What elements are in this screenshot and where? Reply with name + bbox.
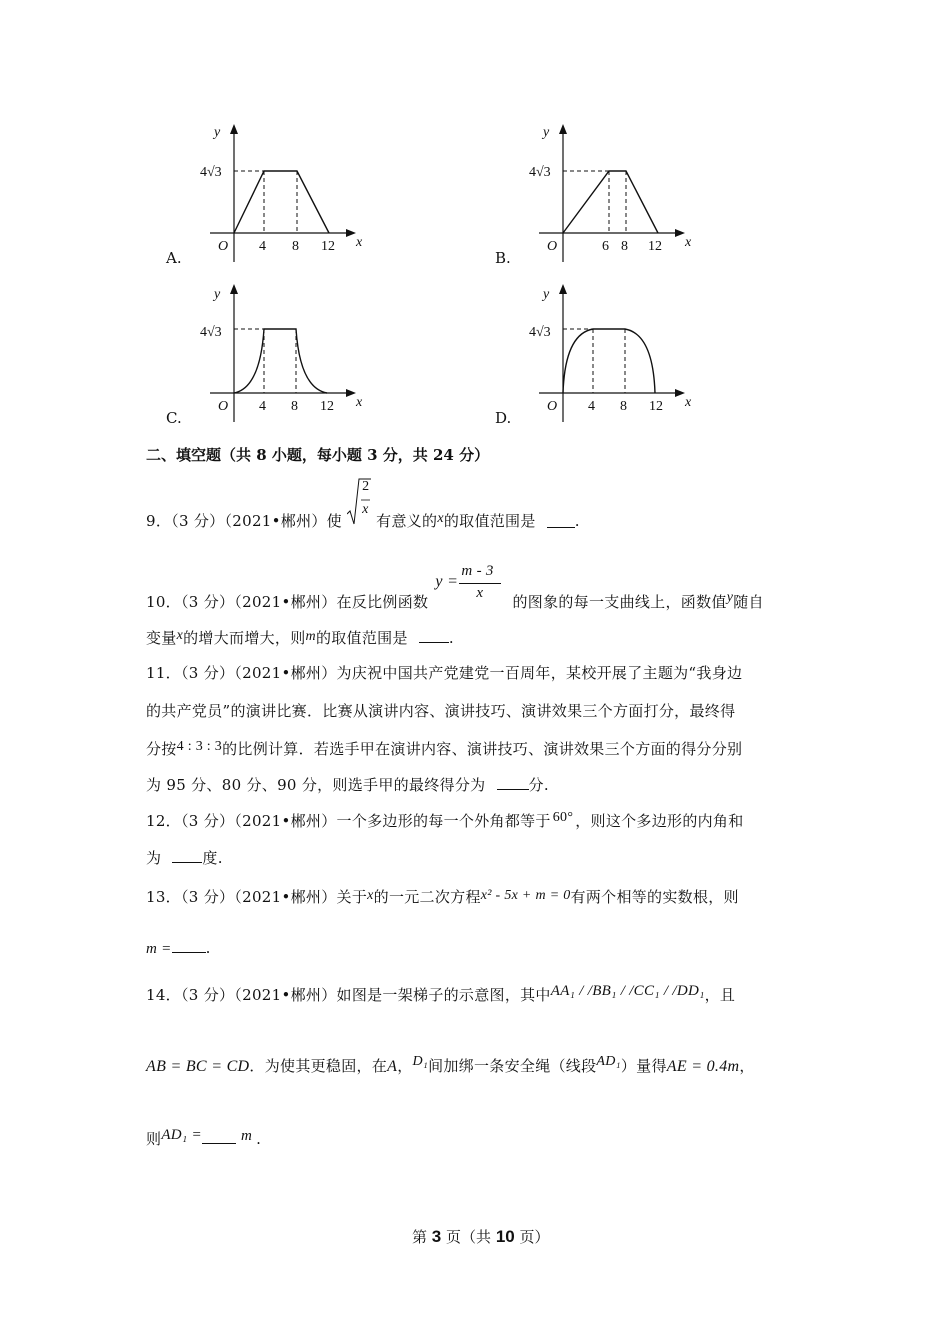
origin-label: O <box>547 239 558 254</box>
x-axis-label: x <box>356 235 363 250</box>
graph-line <box>563 329 655 393</box>
option-c-graph <box>190 278 370 424</box>
y-value-label: 4√3 <box>200 165 222 180</box>
x-axis-label: x <box>356 395 363 410</box>
option-d-label: D. <box>495 409 512 427</box>
question-12-line-2: 为 度. <box>146 849 223 867</box>
question-10-line-2: 变量x的增大而增大，则m的取值范围是 . <box>146 628 454 647</box>
tick-label: 4 <box>259 399 266 414</box>
option-b-graph <box>519 118 699 264</box>
x-axis-label: x <box>685 235 692 250</box>
question-12-line-1: 12．（3 分）（2021•郴州）一个多边形的每一个外角都等于 60° ，则这个多边形的内角和 <box>146 810 744 830</box>
total-pages: 10 <box>495 1227 515 1246</box>
x-axis-arrow-icon <box>346 229 356 237</box>
question-9: 9．（3 分）（2021•郴州）使 2 x 有意义的x的取值范围是 . <box>146 479 580 530</box>
sqrt-expression: 2 x <box>347 478 371 526</box>
x-axis-arrow-icon <box>675 389 685 397</box>
page-number: 3 <box>431 1227 442 1246</box>
y-value-label: 4√3 <box>200 325 222 340</box>
tick-label: 8 <box>291 399 298 414</box>
option-b-label: B. <box>495 249 511 267</box>
y-axis-arrow-icon <box>559 124 567 134</box>
y-axis-label: y <box>543 287 550 302</box>
tick-label: 8 <box>292 239 299 254</box>
y-value-label: 4√3 <box>529 325 551 340</box>
x-axis-label: x <box>685 395 692 410</box>
option-a-label: A. <box>166 249 182 267</box>
tick-label: 8 <box>620 399 627 414</box>
tick-label: 12 <box>320 399 334 414</box>
graph-line <box>563 171 658 233</box>
question-11-line-2: 的共产党员”的演讲比赛．比赛从演讲内容、演讲技巧、演讲效果三个方面打分，最终得 <box>146 702 736 720</box>
tick-label: 6 <box>602 239 609 254</box>
origin-label: O <box>547 399 558 414</box>
tick-label: 12 <box>649 399 663 414</box>
origin-label: O <box>218 239 229 254</box>
x-axis-arrow-icon <box>346 389 356 397</box>
y-value-label: 4√3 <box>529 165 551 180</box>
question-14-line-3: 则AD₁ = m . <box>146 1127 262 1148</box>
question-14-line-2: AB = BC = CD．为使其更稳固，在A，D₁间加绑一条安全绳（线段AD₁）量得AE = 0.4m， <box>146 1054 755 1075</box>
question-13-line-2: m = . <box>146 939 211 957</box>
y-axis-label: y <box>214 287 221 302</box>
y-axis-arrow-icon <box>230 284 238 294</box>
tick-label: 12 <box>321 239 335 254</box>
question-11-line-3: 分按4 : 3 : 3的比例计算．若选手甲在演讲内容、演讲技巧、演讲效果三个方面的得分分别 <box>146 739 743 758</box>
question-13-line-1: 13．（3 分）（2021•郴州）关于x的一元二次方程x² - 5x + m = 0有两个相等的实数根，则 <box>146 888 739 906</box>
origin-label: O <box>218 399 229 414</box>
tick-label: 4 <box>588 399 595 414</box>
page-footer: 第 3 页（共 10 页） <box>412 1227 550 1246</box>
question-10-line-1: 10．（3 分）（2021•郴州）在反比例函数 y = m - 3 x 的图象的每一支曲线上，函数值y随自 <box>146 563 764 611</box>
question-14-line-1: 14．（3 分）（2021•郴州）如图是一架梯子的示意图，其中AA₁ / /BB₁ / /CC₁ / /DD₁，且 <box>146 983 736 1004</box>
x-axis-arrow-icon <box>675 229 685 237</box>
tick-label: 12 <box>648 239 662 254</box>
option-d-graph <box>519 278 699 424</box>
graph-line <box>234 329 327 393</box>
question-11-line-4: 为 95 分、80 分、90 分，则选手甲的最终得分为 分. <box>146 776 549 794</box>
option-a-graph <box>190 118 370 264</box>
y-axis-label: y <box>214 125 221 140</box>
section-title: 二、填空题（共 8 小题，每小题 3 分，共 24 分） <box>146 446 490 464</box>
tick-label: 4 <box>259 239 266 254</box>
option-c-label: C. <box>166 409 182 427</box>
graph-line <box>234 171 329 233</box>
tick-label: 8 <box>621 239 628 254</box>
fraction-expression: y = m - 3 x <box>433 563 503 607</box>
question-11-line-1: 11．（3 分）（2021•郴州）为庆祝中国共产党建党一百周年，某校开展了主题为“我身边 <box>146 664 743 682</box>
y-axis-label: y <box>543 125 550 140</box>
y-axis-arrow-icon <box>559 284 567 294</box>
y-axis-arrow-icon <box>230 124 238 134</box>
